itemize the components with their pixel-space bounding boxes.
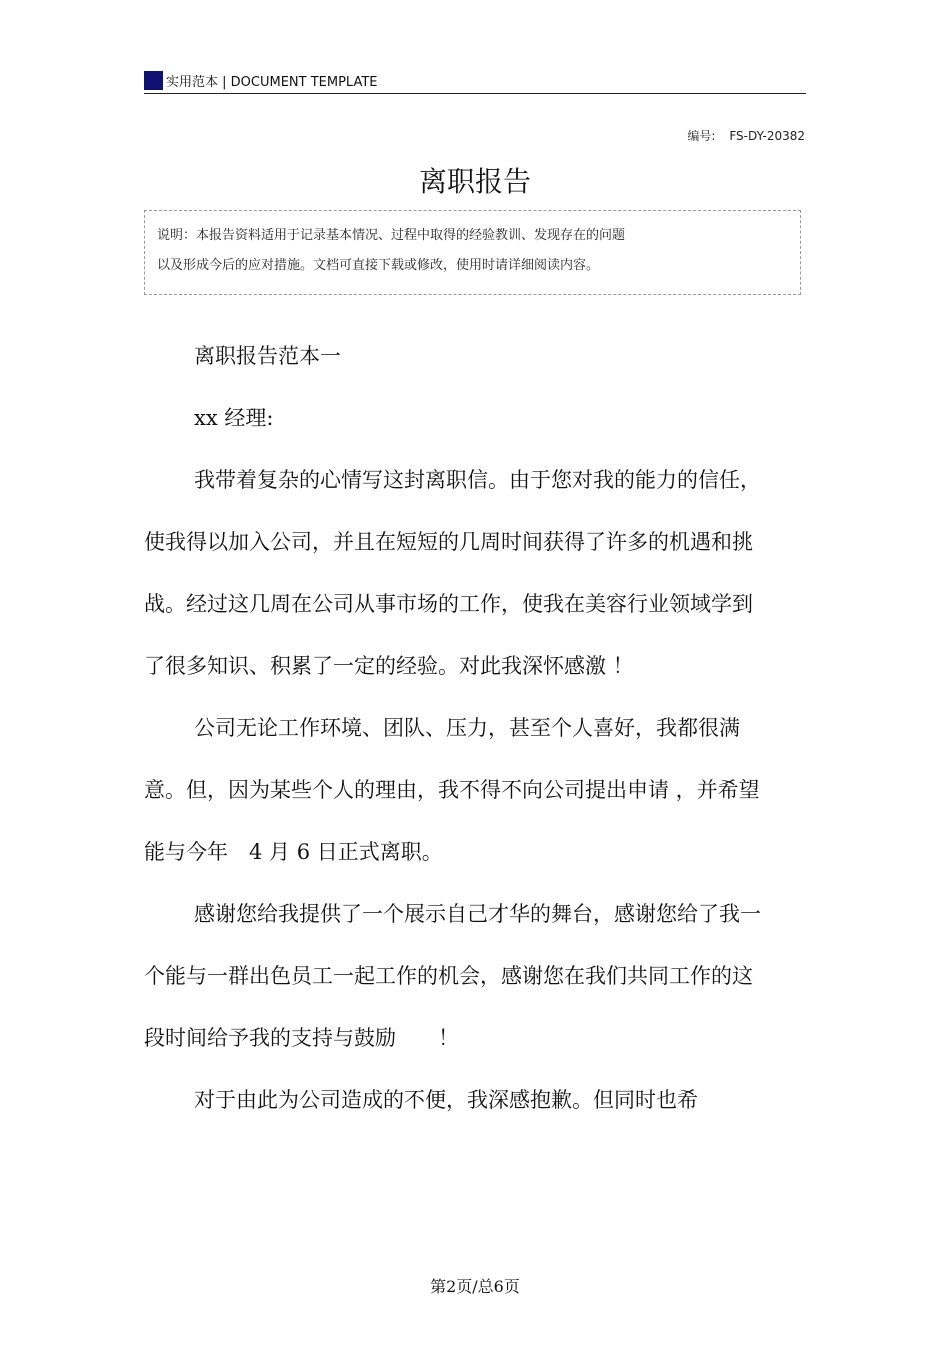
letter-paragraph: 感谢您给我提供了一个展示自己才华的舞台，感谢您给了我一个能与一群出色员工一起工作的机会，感谢您在我们共同工作的这段时间给予我的支持与鼓励 ！ (144, 902, 761, 1050)
note-box (144, 210, 801, 295)
document-number-label: 编号: (687, 129, 716, 143)
logo-square (144, 71, 163, 90)
document-number-value: FS-DY-20382 (729, 129, 805, 143)
page-footer: 第2页/总6页 (430, 1277, 520, 1296)
page-header (144, 68, 806, 94)
letter-body (144, 325, 764, 1131)
letter-paragraph: 公司无论工作环境、团队、压力，甚至个人喜好，我都很满意。但，因为某些个人的理由，我不得不向公司提出申请 ，并希望能与今年 4 月 6 日正式离职。 (144, 716, 760, 864)
letter-salutation: xx 经理: (194, 406, 274, 430)
document-number (687, 127, 805, 144)
header-text: 实用范本 | DOCUMENT TEMPLATE (166, 75, 378, 90)
letter-paragraph: 我带着复杂的心情写这封离职信。由于您对我的能力的信任，使我得以加入公司，并且在短短的几周时间获得了许多的机遇和挑战。经过这几周在公司从事市场的工作，使我在美容行业领域学到了很多知识、积累了一定的经验。对此我深怀感激 ！ (144, 468, 761, 678)
letter-paragraph: 对于由此为公司造成的不便，我深感抱歉。但同时也希 (194, 1088, 698, 1112)
letter-heading: 离职报告范本一 (194, 344, 341, 368)
note-line-1: 说明：本报告资料适用于记录基本情况、过程中取得的经验教训、发现存在的问题 (157, 228, 626, 243)
page-title: 离职报告 (418, 165, 531, 198)
note-line-2: 以及形成今后的应对措施。文档可直接下载或修改，使用时请详细阅读内容。 (157, 258, 600, 273)
